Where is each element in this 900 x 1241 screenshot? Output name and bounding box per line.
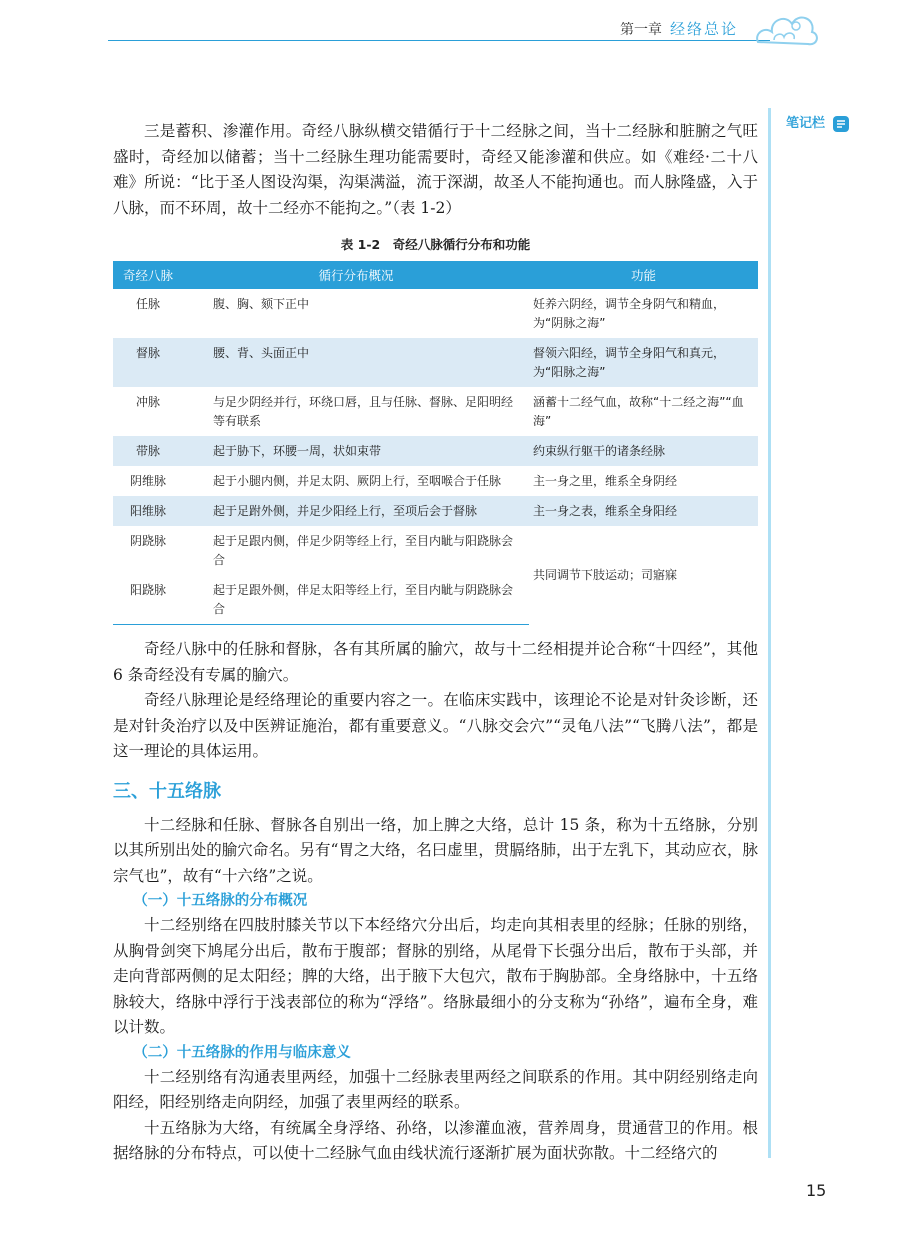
cell-function: 主一身之里，维系全身阴经 <box>533 474 678 488</box>
paragraph: 三是蓄积、渗灌作用。奇经八脉纵横交错循行于十二经脉之间，当十二经脉和脏腑之气旺盛时，奇经加以储蓄；当十二经脉生理功能需要时，奇经又能渗灌和供应。如《难经·二十八难》所说：“比于圣人图设沟渠，沟渠满溢，流于深湖，故圣人不能拘通也。而人脉隆盛，入于八脉，而不环周，故十二经亦不能拘之。”（表 1-2） <box>113 122 758 217</box>
cell-meridian: 督脉 <box>113 338 183 387</box>
table-row <box>113 466 758 496</box>
table-row <box>113 289 758 338</box>
table-row <box>113 526 758 575</box>
cell-function: 约束纵行躯干的诸条经脉 <box>529 436 758 466</box>
cell-meridian: 阳维脉 <box>113 496 183 526</box>
cell-meridian: 带脉 <box>113 436 183 466</box>
cell-route: 起于足跟内侧，伴足少阴等经上行，至目内眦与阳跷脉会合 <box>213 534 514 567</box>
subsection-heading: （二）十五络脉的作用与临床意义 <box>133 1044 351 1061</box>
cell-route: 起于足跟外侧，伴足太阳等经上行，至目内眦与阴跷脉会合 <box>183 575 529 625</box>
cell-route: 腰、背、头面正中 <box>183 338 529 387</box>
col-header-function: 功能 <box>529 261 758 289</box>
table-caption: 表 1-2 奇经八脉循行分布和功能 <box>340 237 531 252</box>
paragraph: 十二经脉和任脉、督脉各自别出一络，加上脾之大络，总计 15 条，称为十五络脉，分别以其所别出处的腧穴命名。另有“胃之大络，名曰虚里，贯膈络肺，出于左乳下，其动应衣，脉宗气也”，故有“十六络”之说。 <box>113 815 758 885</box>
notes-label: 笔记栏 <box>786 116 826 131</box>
cell-function: 督领六阳经，调节全身阳气和真元，为“阳脉之海” <box>529 338 758 387</box>
notes-column-label <box>786 112 850 133</box>
table-header-row <box>113 261 758 289</box>
paragraph: 十二经别络在四肢肘膝关节以下本经络穴分出后，均走向其相表里的经脉；任脉的别络，从胸骨剑突下鸠尾分出后，散布于腹部；督脉的别络，从尾骨下长强分出后，散布于头部，并走向背部两侧的足太阳经；脾的大络，出于腋下大包穴，散布于胸胁部。全身络脉中，十五络脉较大，络脉中浮行于浅表部位的称为“浮络”。络脉最细小的分支称为“孙络”，遍布全身，难以计数。 <box>113 916 758 1036</box>
page-body <box>113 119 758 1167</box>
cell-route: 腹、胸、颏下正中 <box>213 297 310 311</box>
table-row <box>113 436 758 466</box>
cell-function: 涵蓄十二经气血，故称“十二经之海”“血海” <box>533 395 744 428</box>
section-heading: 三、十五络脉 <box>113 780 221 802</box>
header-rule <box>108 40 770 41</box>
chapter-title: 经络总论 <box>670 20 739 38</box>
cell-meridian: 任脉 <box>135 297 160 311</box>
cell-function-merged: 共同调节下肢运动；司寤寐 <box>533 568 678 583</box>
cell-meridian: 阳跷脉 <box>113 575 183 625</box>
running-header <box>620 18 738 39</box>
cell-route: 起于胁下，环腰一周，状如束带 <box>183 436 529 466</box>
paragraph: 奇经八脉理论是经络理论的重要内容之一。在临床实践中，该理论不论是对针灸诊断，还是对针灸治疗以及中医辨证施治，都有重要意义。“八脉交会穴”“灵龟八法”“飞腾八法”，都是这一理论的具体运用。 <box>113 691 758 760</box>
table-row <box>113 387 758 436</box>
col-header-meridian: 奇经八脉 <box>113 261 183 289</box>
notepad-icon <box>832 115 850 133</box>
cell-meridian: 冲脉 <box>135 395 160 409</box>
cell-route: 起于小腿内侧，并足太阴、厥阴上行，至咽喉合于任脉 <box>213 474 502 488</box>
table-row <box>113 338 758 387</box>
paragraph: 十五络脉为大络，有统属全身浮络、孙络，以渗灌血液，营养周身，贯通营卫的作用。根据络脉的分布特点，可以使十二经脉气血由线状流行逐渐扩展为面状弥散。十二经络穴的 <box>113 1118 758 1162</box>
notes-margin-line <box>768 108 771 1158</box>
cell-route: 起于足跗外侧，并足少阳经上行，至项后会于督脉 <box>183 496 529 526</box>
cell-route: 与足少阴经并行，环绕口唇，且与任脉、督脉、足阳明经等有联系 <box>213 395 514 428</box>
cell-function: 妊养六阴经，调节全身阴气和精血，为“阴脉之海” <box>533 297 726 330</box>
cell-meridian: 阴维脉 <box>129 474 166 488</box>
cloud-ornament-icon <box>752 4 822 52</box>
cell-meridian: 阴跷脉 <box>129 534 166 548</box>
table-row <box>113 496 758 526</box>
paragraph: 十二经别络有沟通表里两经，加强十二经脉表里两经之间联系的作用。其中阴经别络走向阳经，阳经别络走向阴经，加强了表里两经的联系。 <box>113 1067 758 1111</box>
eight-extra-meridians-table <box>113 261 758 625</box>
cell-function: 主一身之表，维系全身阳经 <box>529 496 758 526</box>
paragraph: 奇经八脉中的任脉和督脉，各有其所属的腧穴，故与十二经相提并论合称“十四经”，其他 6 条奇经没有专属的腧穴。 <box>113 640 758 684</box>
chapter-number: 第一章 <box>620 22 662 38</box>
page-number: 15 <box>806 1181 827 1200</box>
col-header-route: 循行分布概况 <box>183 261 529 289</box>
subsection-heading: （一）十五络脉的分布概况 <box>133 893 308 909</box>
